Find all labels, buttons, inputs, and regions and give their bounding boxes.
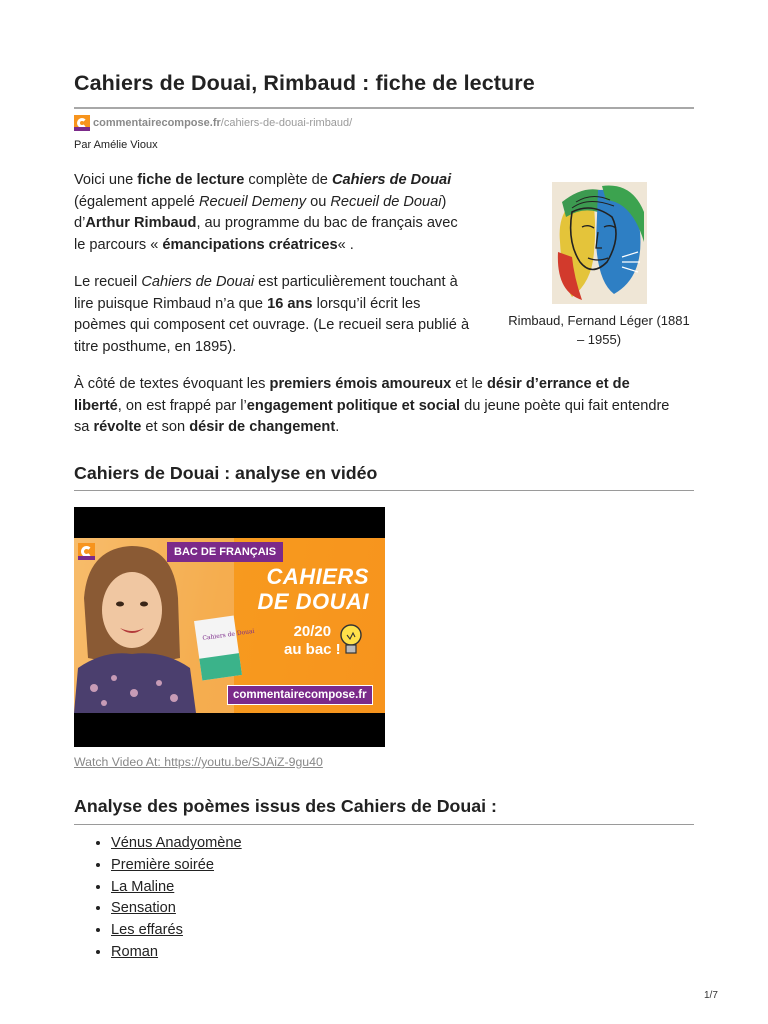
intro-paragraph-2: Le recueil Cahiers de Douai est particulièrement touchant à lire puisque Rimbaud n’a que 16 ans lorsqu’il écrit les poèmes qui composent cet ouvrage. (Le recueil sera publié à titre posthume, en 1895). [74,274,470,355]
title-rule [74,107,694,109]
author-line: Par Amélie Vioux [74,139,158,151]
svg-text:Cahiers de Douai: Cahiers de Douai [202,627,255,643]
portrait-figure [504,182,694,349]
page-title: Cahiers de Douai, Rimbaud : fiche de lecture [74,71,535,95]
presenter-illustration [74,538,255,713]
video-thumbnail[interactable] [74,507,385,747]
watch-video-link[interactable]: Watch Video At: https://youtu.be/SJAiZ-9gu40 [74,755,323,769]
page-number: 1/7 [704,990,718,1001]
source-line [74,114,352,132]
rimbaud-portrait-image [552,182,647,304]
list-item [111,855,242,877]
video-big-title: CAHIERS DE DOUAI [257,564,369,614]
video-section-heading: Cahiers de Douai : analyse en vidéo [74,463,378,483]
poem-link[interactable]: Vénus Anadyomène [111,835,242,851]
intro-paragraph-3: À côté de textes évoquant les premiers émois amoureux et le désir d’errance et de liberté, on est frappé par l’engagement politique et social du jeune poète qui fait entendre sa révolte et son désir de changement. [74,376,670,436]
source-domain[interactable]: commentairecompose.fr [93,117,221,129]
portrait-caption: Rimbaud, Fernand Léger (1881 – 1955) [508,313,690,347]
video-frame [74,538,385,713]
poem-link[interactable]: Roman [111,943,159,960]
list-item [111,877,242,899]
video-url-badge: commentairecompose.fr [227,685,373,705]
poems-heading-rule [74,824,694,825]
channel-logo-icon [78,543,95,560]
video-score: 20/20 au bac ! [284,623,341,658]
poem-link[interactable]: Sensation [111,900,176,917]
video-heading-rule [74,490,694,491]
poems-list [74,833,242,964]
source-path[interactable]: /cahiers-de-douai-rimbaud/ [220,117,353,129]
intro-paragraph-1: Voici une fiche de lecture complète de Cahiers de Douai (également appelé Recueil Demeny ou Recueil de Douai) d’Arthur Rimbaud, au programme du bac de français avec le parcours « émancipations créatrices« . [74,172,458,253]
list-item [111,942,242,964]
list-item [111,898,242,920]
list-item [111,920,242,942]
site-logo-icon [74,115,90,131]
poems-section-heading: Analyse des poèmes issus des Cahiers de Douai : [74,796,497,816]
video-tag: BAC DE FRANÇAIS [167,542,283,562]
lightbulb-icon [337,622,365,658]
poem-link[interactable]: Les effarés [111,922,183,939]
poem-link[interactable]: Première soirée [111,856,215,873]
list-item [111,833,242,855]
poem-link[interactable]: La Maline [111,878,175,895]
